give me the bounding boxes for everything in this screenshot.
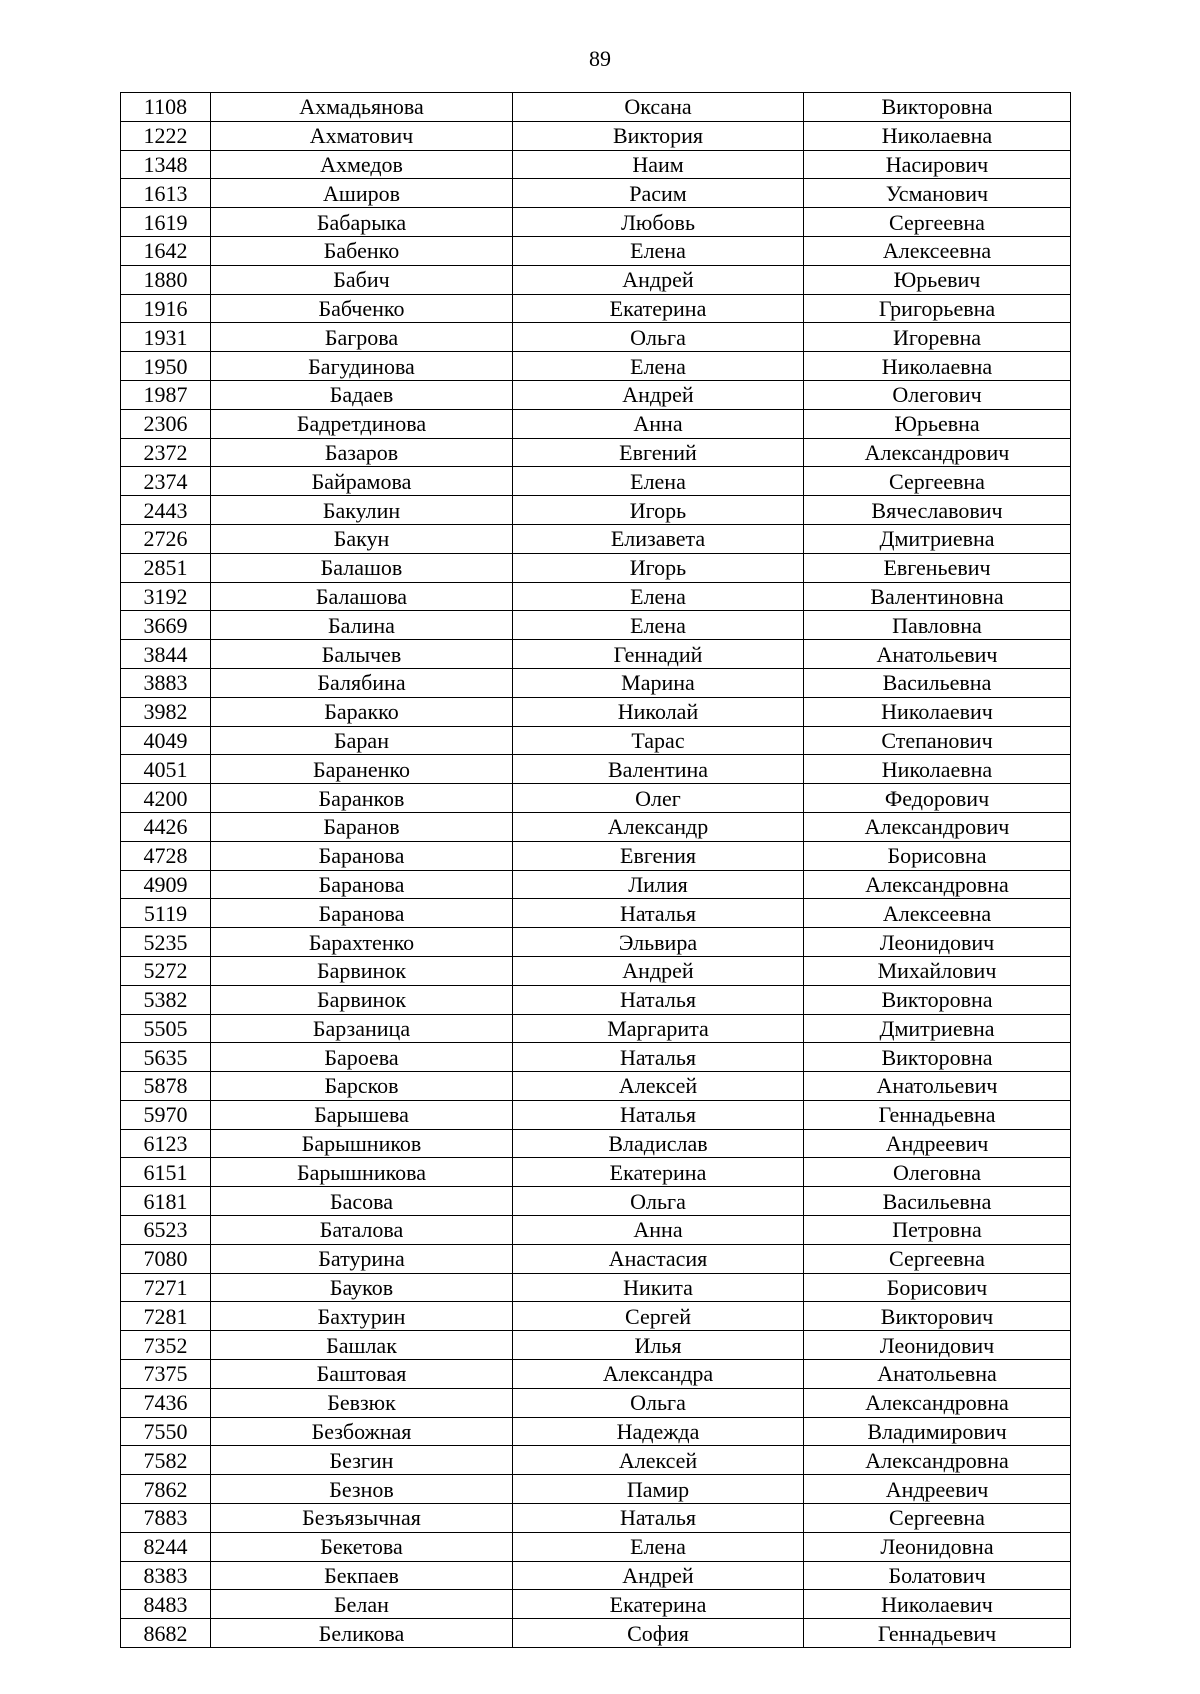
first-name-cell: Андрей: [513, 265, 804, 294]
patronymic-cell: Вячеславович: [804, 496, 1071, 525]
first-name-cell: Елена: [513, 1532, 804, 1561]
patronymic-cell: Викторовна: [804, 1043, 1071, 1072]
registry-number-cell: 4200: [121, 784, 211, 813]
surname-cell: Бевзюк: [211, 1388, 513, 1417]
table-row: [121, 236, 1071, 265]
first-name-cell: Эльвира: [513, 928, 804, 957]
patronymic-cell: Геннадьевич: [804, 1619, 1071, 1648]
table-row: [121, 812, 1071, 841]
registry-number-cell: 1613: [121, 179, 211, 208]
registry-number-cell: 2726: [121, 524, 211, 553]
patronymic-cell: Валентиновна: [804, 582, 1071, 611]
registry-number-cell: 4051: [121, 755, 211, 784]
surname-cell: Барышникова: [211, 1158, 513, 1187]
surname-cell: Бабченко: [211, 294, 513, 323]
table-row: [121, 1590, 1071, 1619]
registry-number-cell: 5119: [121, 899, 211, 928]
patronymic-cell: Николаевна: [804, 755, 1071, 784]
first-name-cell: Ольга: [513, 323, 804, 352]
patronymic-cell: Анатольевич: [804, 1072, 1071, 1101]
surname-cell: Баран: [211, 726, 513, 755]
table-row: [121, 1619, 1071, 1648]
surname-cell: Базаров: [211, 438, 513, 467]
patronymic-cell: Сергеевна: [804, 1244, 1071, 1273]
first-name-cell: Расим: [513, 179, 804, 208]
patronymic-cell: Александровна: [804, 1446, 1071, 1475]
registry-number-cell: 4049: [121, 726, 211, 755]
first-name-cell: Любовь: [513, 208, 804, 237]
table-row: [121, 294, 1071, 323]
table-row: [121, 726, 1071, 755]
registry-number-cell: 1916: [121, 294, 211, 323]
registry-number-cell: 5878: [121, 1072, 211, 1101]
first-name-cell: Валентина: [513, 755, 804, 784]
surname-cell: Балашова: [211, 582, 513, 611]
patronymic-cell: Юрьевна: [804, 409, 1071, 438]
patronymic-cell: Викторовна: [804, 93, 1071, 122]
table-row: [121, 985, 1071, 1014]
registry-number-cell: 1108: [121, 93, 211, 122]
table-row: [121, 1360, 1071, 1389]
first-name-cell: Виктория: [513, 121, 804, 150]
surname-cell: Барахтенко: [211, 928, 513, 957]
surname-cell: Бабич: [211, 265, 513, 294]
table-row: [121, 1187, 1071, 1216]
surname-cell: Бакун: [211, 524, 513, 553]
patronymic-cell: Николаевна: [804, 121, 1071, 150]
first-name-cell: Екатерина: [513, 294, 804, 323]
patronymic-cell: Петровна: [804, 1216, 1071, 1245]
patronymic-cell: Викторович: [804, 1302, 1071, 1331]
registry-number-cell: 8244: [121, 1532, 211, 1561]
registry-number-cell: 5272: [121, 956, 211, 985]
first-name-cell: Елена: [513, 467, 804, 496]
table-row: [121, 1273, 1071, 1302]
table-row: [121, 121, 1071, 150]
table-row: [121, 611, 1071, 640]
first-name-cell: Екатерина: [513, 1158, 804, 1187]
patronymic-cell: Александровна: [804, 870, 1071, 899]
patronymic-cell: Усманович: [804, 179, 1071, 208]
registry-number-cell: 3669: [121, 611, 211, 640]
registry-number-cell: 1642: [121, 236, 211, 265]
registry-number-cell: 2374: [121, 467, 211, 496]
table-row: [121, 352, 1071, 381]
registry-number-cell: 4909: [121, 870, 211, 899]
first-name-cell: Андрей: [513, 380, 804, 409]
surname-cell: Бабенко: [211, 236, 513, 265]
table-row: [121, 870, 1071, 899]
first-name-cell: Лилия: [513, 870, 804, 899]
roster-body: [121, 93, 1071, 1648]
surname-cell: Байрамова: [211, 467, 513, 496]
table-row: [121, 956, 1071, 985]
registry-number-cell: 8483: [121, 1590, 211, 1619]
patronymic-cell: Андреевич: [804, 1129, 1071, 1158]
first-name-cell: Анастасия: [513, 1244, 804, 1273]
registry-number-cell: 6181: [121, 1187, 211, 1216]
first-name-cell: Андрей: [513, 1561, 804, 1590]
patronymic-cell: Леонидович: [804, 928, 1071, 957]
first-name-cell: Илья: [513, 1331, 804, 1360]
registry-number-cell: 2306: [121, 409, 211, 438]
patronymic-cell: Федорович: [804, 784, 1071, 813]
patronymic-cell: Леонидович: [804, 1331, 1071, 1360]
registry-number-cell: 6151: [121, 1158, 211, 1187]
first-name-cell: Елена: [513, 236, 804, 265]
surname-cell: Балычев: [211, 640, 513, 669]
patronymic-cell: Болатович: [804, 1561, 1071, 1590]
patronymic-cell: Юрьевич: [804, 265, 1071, 294]
patronymic-cell: Васильевна: [804, 668, 1071, 697]
surname-cell: Бабарыка: [211, 208, 513, 237]
registry-number-cell: 5970: [121, 1100, 211, 1129]
surname-cell: Безнов: [211, 1475, 513, 1504]
patronymic-cell: Алексеевна: [804, 899, 1071, 928]
first-name-cell: Наталья: [513, 899, 804, 928]
table-row: [121, 265, 1071, 294]
patronymic-cell: Дмитриевна: [804, 524, 1071, 553]
registry-number-cell: 3883: [121, 668, 211, 697]
first-name-cell: Анна: [513, 1216, 804, 1245]
first-name-cell: Ольга: [513, 1187, 804, 1216]
page-number: 89: [589, 46, 611, 71]
table-row: [121, 208, 1071, 237]
registry-number-cell: 2443: [121, 496, 211, 525]
table-row: [121, 784, 1071, 813]
first-name-cell: Памир: [513, 1475, 804, 1504]
surname-cell: Ахматович: [211, 121, 513, 150]
registry-number-cell: 1987: [121, 380, 211, 409]
patronymic-cell: Сергеевна: [804, 208, 1071, 237]
first-name-cell: Владислав: [513, 1129, 804, 1158]
patronymic-cell: Николаевич: [804, 1590, 1071, 1619]
table-row: [121, 1504, 1071, 1533]
surname-cell: Баталова: [211, 1216, 513, 1245]
first-name-cell: Елена: [513, 352, 804, 381]
registry-number-cell: 1880: [121, 265, 211, 294]
patronymic-cell: Олеговна: [804, 1158, 1071, 1187]
patronymic-cell: Дмитриевна: [804, 1014, 1071, 1043]
table-row: [121, 553, 1071, 582]
registry-number-cell: 6123: [121, 1129, 211, 1158]
first-name-cell: Олег: [513, 784, 804, 813]
registry-number-cell: 7352: [121, 1331, 211, 1360]
table-row: [121, 755, 1071, 784]
patronymic-cell: Степанович: [804, 726, 1071, 755]
surname-cell: Баранков: [211, 784, 513, 813]
registry-number-cell: 7080: [121, 1244, 211, 1273]
table-row: [121, 1014, 1071, 1043]
registry-number-cell: 7582: [121, 1446, 211, 1475]
surname-cell: Баштовая: [211, 1360, 513, 1389]
first-name-cell: Анна: [513, 409, 804, 438]
patronymic-cell: Григорьевна: [804, 294, 1071, 323]
first-name-cell: Наталья: [513, 985, 804, 1014]
table-row: [121, 1158, 1071, 1187]
registry-number-cell: 2851: [121, 553, 211, 582]
registry-number-cell: 1222: [121, 121, 211, 150]
registry-number-cell: 7862: [121, 1475, 211, 1504]
table-row: [121, 323, 1071, 352]
surname-cell: Бахтурин: [211, 1302, 513, 1331]
patronymic-cell: Геннадьевна: [804, 1100, 1071, 1129]
roster-table: [120, 92, 1071, 1648]
table-row: [121, 1043, 1071, 1072]
registry-number-cell: 8383: [121, 1561, 211, 1590]
registry-number-cell: 7375: [121, 1360, 211, 1389]
first-name-cell: Оксана: [513, 93, 804, 122]
patronymic-cell: Викторовна: [804, 985, 1071, 1014]
registry-number-cell: 3192: [121, 582, 211, 611]
registry-number-cell: 1348: [121, 150, 211, 179]
registry-number-cell: 8682: [121, 1619, 211, 1648]
table-row: [121, 150, 1071, 179]
patronymic-cell: Леонидовна: [804, 1532, 1071, 1561]
first-name-cell: Елизавета: [513, 524, 804, 553]
first-name-cell: Алексей: [513, 1072, 804, 1101]
table-row: [121, 1072, 1071, 1101]
surname-cell: Безгин: [211, 1446, 513, 1475]
table-row: [121, 1302, 1071, 1331]
patronymic-cell: Александрович: [804, 438, 1071, 467]
patronymic-cell: Павловна: [804, 611, 1071, 640]
registry-number-cell: 2372: [121, 438, 211, 467]
surname-cell: Балина: [211, 611, 513, 640]
table-row: [121, 179, 1071, 208]
surname-cell: Бакулин: [211, 496, 513, 525]
surname-cell: Барвинок: [211, 985, 513, 1014]
first-name-cell: Сергей: [513, 1302, 804, 1331]
patronymic-cell: Игоревна: [804, 323, 1071, 352]
patronymic-cell: Олегович: [804, 380, 1071, 409]
surname-cell: Бекпаев: [211, 1561, 513, 1590]
table-row: [121, 668, 1071, 697]
first-name-cell: Игорь: [513, 496, 804, 525]
table-row: [121, 496, 1071, 525]
first-name-cell: Наталья: [513, 1100, 804, 1129]
surname-cell: Безбожная: [211, 1417, 513, 1446]
registry-number-cell: 1950: [121, 352, 211, 381]
registry-number-cell: 5382: [121, 985, 211, 1014]
surname-cell: Басова: [211, 1187, 513, 1216]
surname-cell: Бекетова: [211, 1532, 513, 1561]
table-row: [121, 1129, 1071, 1158]
surname-cell: Барышева: [211, 1100, 513, 1129]
registry-number-cell: 4728: [121, 841, 211, 870]
registry-number-cell: 5505: [121, 1014, 211, 1043]
first-name-cell: Евгений: [513, 438, 804, 467]
first-name-cell: Александра: [513, 1360, 804, 1389]
surname-cell: Балашов: [211, 553, 513, 582]
patronymic-cell: Андреевич: [804, 1475, 1071, 1504]
surname-cell: Баранова: [211, 870, 513, 899]
first-name-cell: Андрей: [513, 956, 804, 985]
surname-cell: Белан: [211, 1590, 513, 1619]
first-name-cell: Надежда: [513, 1417, 804, 1446]
table-row: [121, 1446, 1071, 1475]
patronymic-cell: Николаевна: [804, 352, 1071, 381]
first-name-cell: Игорь: [513, 553, 804, 582]
patronymic-cell: Васильевна: [804, 1187, 1071, 1216]
surname-cell: Бараненко: [211, 755, 513, 784]
first-name-cell: Наталья: [513, 1043, 804, 1072]
table-row: [121, 1100, 1071, 1129]
first-name-cell: Маргарита: [513, 1014, 804, 1043]
table-row: [121, 93, 1071, 122]
patronymic-cell: Александрович: [804, 812, 1071, 841]
table-row: [121, 841, 1071, 870]
table-row: [121, 928, 1071, 957]
surname-cell: Башлак: [211, 1331, 513, 1360]
first-name-cell: Наим: [513, 150, 804, 179]
patronymic-cell: Анатольевич: [804, 640, 1071, 669]
surname-cell: Ахмедов: [211, 150, 513, 179]
first-name-cell: Геннадий: [513, 640, 804, 669]
first-name-cell: Тарас: [513, 726, 804, 755]
first-name-cell: Елена: [513, 611, 804, 640]
surname-cell: Барвинок: [211, 956, 513, 985]
patronymic-cell: Борисович: [804, 1273, 1071, 1302]
surname-cell: Барзаница: [211, 1014, 513, 1043]
table-row: [121, 640, 1071, 669]
surname-cell: Баракко: [211, 697, 513, 726]
surname-cell: Бауков: [211, 1273, 513, 1302]
first-name-cell: София: [513, 1619, 804, 1648]
surname-cell: Багрова: [211, 323, 513, 352]
table-row: [121, 1417, 1071, 1446]
first-name-cell: Марина: [513, 668, 804, 697]
first-name-cell: Николай: [513, 697, 804, 726]
surname-cell: Бадретдинова: [211, 409, 513, 438]
first-name-cell: Наталья: [513, 1504, 804, 1533]
registry-number-cell: 5635: [121, 1043, 211, 1072]
patronymic-cell: Сергеевна: [804, 1504, 1071, 1533]
surname-cell: Барышников: [211, 1129, 513, 1158]
surname-cell: Бароева: [211, 1043, 513, 1072]
patronymic-cell: Анатольевна: [804, 1360, 1071, 1389]
registry-number-cell: 3982: [121, 697, 211, 726]
surname-cell: Багудинова: [211, 352, 513, 381]
table-row: [121, 524, 1071, 553]
patronymic-cell: Владимирович: [804, 1417, 1071, 1446]
table-row: [121, 697, 1071, 726]
surname-cell: Беликова: [211, 1619, 513, 1648]
surname-cell: Баранов: [211, 812, 513, 841]
registry-number-cell: 6523: [121, 1216, 211, 1245]
table-row: [121, 1244, 1071, 1273]
patronymic-cell: Борисовна: [804, 841, 1071, 870]
registry-number-cell: 7436: [121, 1388, 211, 1417]
first-name-cell: Александр: [513, 812, 804, 841]
table-row: [121, 438, 1071, 467]
surname-cell: Ахмадьянова: [211, 93, 513, 122]
first-name-cell: Екатерина: [513, 1590, 804, 1619]
patronymic-cell: Алексеевна: [804, 236, 1071, 265]
surname-cell: Безъязычная: [211, 1504, 513, 1533]
registry-number-cell: 4426: [121, 812, 211, 841]
table-row: [121, 409, 1071, 438]
table-row: [121, 1475, 1071, 1504]
table-row: [121, 1532, 1071, 1561]
registry-number-cell: 3844: [121, 640, 211, 669]
first-name-cell: Елена: [513, 582, 804, 611]
table-row: [121, 899, 1071, 928]
table-row: [121, 467, 1071, 496]
table-row: [121, 1331, 1071, 1360]
registry-number-cell: 7883: [121, 1504, 211, 1533]
surname-cell: Батурина: [211, 1244, 513, 1273]
surname-cell: Баранова: [211, 899, 513, 928]
first-name-cell: Ольга: [513, 1388, 804, 1417]
table-row: [121, 1216, 1071, 1245]
table-row: [121, 582, 1071, 611]
registry-number-cell: 7281: [121, 1302, 211, 1331]
registry-number-cell: 7550: [121, 1417, 211, 1446]
patronymic-cell: Евгеньевич: [804, 553, 1071, 582]
first-name-cell: Евгения: [513, 841, 804, 870]
first-name-cell: Никита: [513, 1273, 804, 1302]
table-row: [121, 1561, 1071, 1590]
surname-cell: Балябина: [211, 668, 513, 697]
surname-cell: Барсков: [211, 1072, 513, 1101]
patronymic-cell: Александровна: [804, 1388, 1071, 1417]
surname-cell: Бадаев: [211, 380, 513, 409]
table-row: [121, 1388, 1071, 1417]
surname-cell: Баранова: [211, 841, 513, 870]
registry-number-cell: 1931: [121, 323, 211, 352]
registry-number-cell: 7271: [121, 1273, 211, 1302]
patronymic-cell: Сергеевна: [804, 467, 1071, 496]
patronymic-cell: Насирович: [804, 150, 1071, 179]
surname-cell: Аширов: [211, 179, 513, 208]
registry-number-cell: 1619: [121, 208, 211, 237]
registry-number-cell: 5235: [121, 928, 211, 957]
first-name-cell: Алексей: [513, 1446, 804, 1475]
table-row: [121, 380, 1071, 409]
patronymic-cell: Михайлович: [804, 956, 1071, 985]
patronymic-cell: Николаевич: [804, 697, 1071, 726]
